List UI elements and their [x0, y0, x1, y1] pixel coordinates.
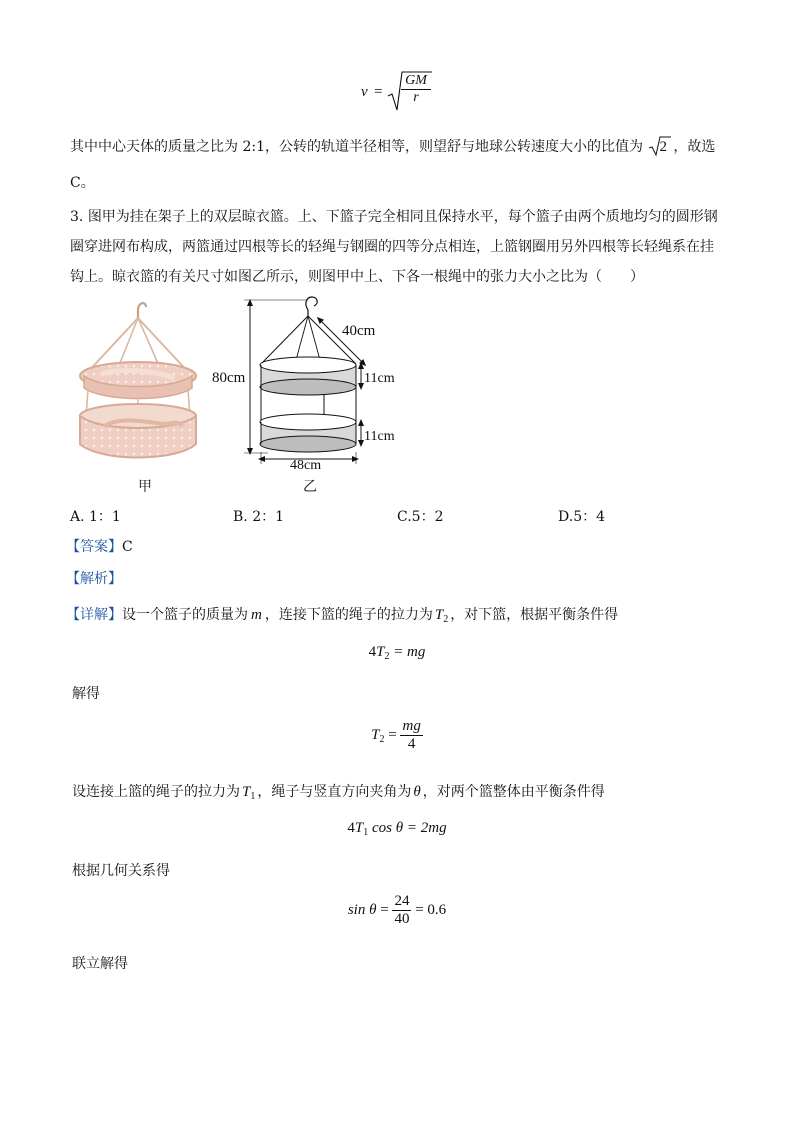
formula-v-num: GM — [401, 73, 431, 90]
detail-text-b: ，连接下篮的绳子的拉力为 — [264, 607, 433, 623]
eq2-T: T — [371, 727, 380, 744]
para2-T1-letter: T — [242, 784, 251, 800]
figure-jia-photo — [74, 298, 202, 464]
eq2-frac — [400, 718, 422, 754]
sqrt-small-icon — [649, 136, 671, 158]
analysis-label: 【解析】 — [66, 571, 122, 587]
prev-conclusion-line2: C。 — [70, 175, 95, 191]
eq2-sub: 2 — [379, 734, 385, 746]
eq1-sub: 2 — [384, 651, 390, 662]
eq4-num: 24 — [392, 893, 411, 911]
detail-T2 — [435, 607, 448, 623]
option-a-key: A. — [70, 509, 85, 525]
geom-label: 根据几何关系得 — [72, 863, 170, 879]
option-b-text: 2：1 — [252, 509, 285, 525]
question-line1 — [70, 206, 718, 226]
equation-4 — [0, 893, 794, 929]
detail-text-c: ，对下篮，根据平衡条件得 — [450, 607, 619, 623]
para2-T1-sub: 1 — [250, 791, 256, 802]
answer-value: C — [122, 539, 133, 555]
question-line2: 圈穿进网布构成，两篮通过四根等长的轻绳与钢圈的四等分点相连，上篮钢圈用另外四根等长轻绳系在挂 — [70, 239, 714, 255]
detail-T2-letter: T — [434, 607, 444, 623]
para2-theta: θ — [413, 784, 421, 800]
equation-2 — [0, 718, 794, 754]
detail-label: 【详解】 — [66, 607, 122, 623]
solve-label-1: 解得 — [72, 686, 100, 702]
eq4-eq2: = 0.6 — [415, 902, 447, 919]
option-c — [397, 506, 444, 526]
option-d — [558, 506, 605, 526]
eq2-den: 4 — [407, 736, 416, 753]
formula-v-lhs: v — [361, 84, 368, 100]
figure-yi-caption: 乙 — [303, 479, 317, 495]
eq2-num: mg — [400, 718, 422, 736]
sqrt2-value: 2 — [659, 139, 667, 155]
option-a-text: 1：1 — [89, 509, 121, 525]
option-c-text: 5：2 — [411, 509, 444, 525]
option-d-text: 5：4 — [573, 509, 606, 525]
figure-jia-caption: 甲 — [138, 479, 152, 495]
detail-m: m — [251, 607, 262, 623]
option-c-key: C. — [397, 509, 412, 525]
answer-line — [66, 536, 133, 556]
question-line3: 钩上。晾衣篮的有关尺寸如图乙所示，则图甲中上、下各一根绳中的张力大小之比为（ ） — [70, 269, 644, 285]
option-a — [70, 506, 121, 526]
para2-text-c: ，对两个篮整体由平衡条件得 — [422, 784, 605, 800]
prev-conclusion-line1 — [70, 136, 715, 156]
eq4-frac — [392, 893, 411, 929]
eq4-den: 40 — [394, 911, 410, 928]
sqrt2 — [649, 139, 667, 156]
answer-label: 【答案】 — [66, 539, 122, 555]
eq4-eq1: = — [380, 902, 389, 919]
prev-conclusion-text-a: 其中中心天体的质量之比为 2:1，公转的轨道半径相等，则望舒与地球公转速度大小的比值为 — [70, 139, 643, 155]
hook-icon — [306, 297, 317, 310]
dim-lower-label: 11cm — [364, 429, 395, 444]
eq3-T: T — [354, 820, 364, 836]
detail-T2-sub: 2 — [443, 614, 449, 625]
eq1-rhs: = mg — [393, 644, 426, 660]
eq2-eq: = — [388, 727, 397, 744]
dim-upper-label: 11cm — [364, 371, 395, 386]
detail-line — [66, 604, 618, 625]
eq1-T: T — [376, 644, 385, 660]
formula-v-frac — [401, 73, 431, 106]
option-d-key: D. — [558, 509, 574, 525]
option-b-key: B. — [233, 509, 248, 525]
prev-conclusion-text-b: ，故选 — [673, 139, 716, 155]
eq3-sub: 1 — [363, 827, 369, 838]
option-b — [233, 506, 284, 526]
dim-width-label: 48cm — [290, 458, 322, 473]
formula-v-eq: = — [374, 84, 383, 100]
question-text-1: 图甲为挂在架子上的双层晾衣篮。上、下篮子完全相同且保持水平，每个篮子由两个质地均匀的圆形钢 — [87, 209, 718, 225]
equation-1 — [0, 644, 794, 662]
joint-label: 联立解得 — [72, 956, 128, 972]
eq3-coef: 4 — [347, 820, 355, 836]
para2-T1 — [242, 784, 255, 800]
eq4-lhs: sin θ — [347, 902, 377, 919]
para2-text-b: ，绳子与竖直方向夹角为 — [257, 784, 412, 800]
para2-line — [72, 781, 605, 802]
dim-height-label: 80cm — [212, 370, 246, 386]
question-number: 3. — [70, 209, 84, 225]
formula-v-den: r — [413, 90, 419, 106]
detail-text-a: 设一个篮子的质量为 — [122, 607, 248, 623]
equation-3 — [0, 820, 794, 838]
eq3-rhs: cos θ = 2mg — [368, 820, 447, 836]
para2-text-a: 设连接上篮的绳子的拉力为 — [72, 784, 240, 800]
eq1-coef: 4 — [368, 644, 377, 660]
dim-rope-label: 40cm — [342, 323, 376, 339]
